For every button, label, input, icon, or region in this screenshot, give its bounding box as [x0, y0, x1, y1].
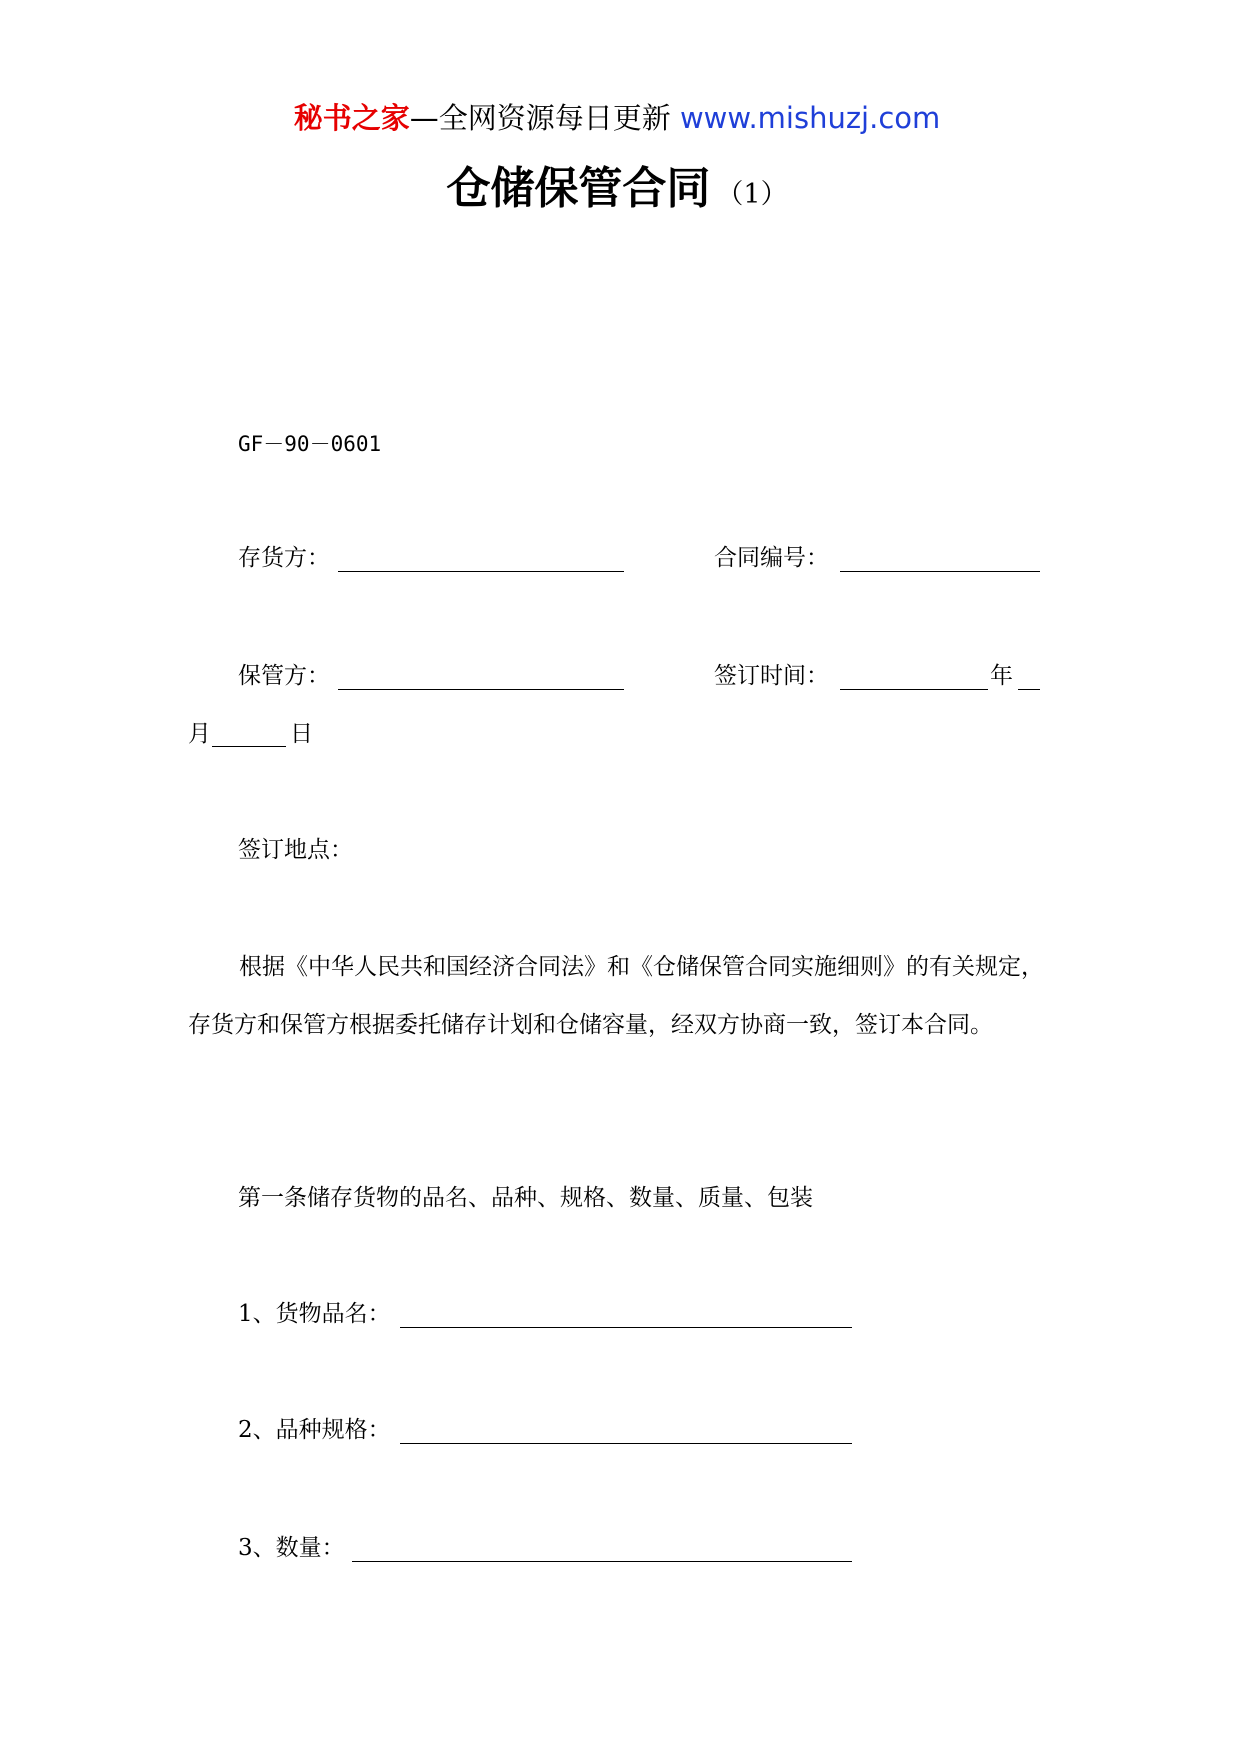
variety-spec-blank[interactable]: [400, 1443, 852, 1444]
title-main: 仓储保管合同: [446, 163, 711, 214]
preamble-paragraph: 根据《中华人民共和国经济合同法》和《仓储保管合同实施细则》的有关规定，存货方和保管方根据委托储存计划和仓储容量，经双方协商一致，签订本合同。: [188, 954, 1044, 1038]
depositor-label: 存货方：: [238, 545, 330, 571]
quantity-blank[interactable]: [352, 1561, 852, 1562]
keeper-label: 保管方：: [238, 663, 330, 689]
sign-day-blank[interactable]: [212, 746, 286, 747]
banner-slogan: —全网资源每日更新: [409, 101, 671, 135]
document-code: GF－90－0601: [238, 432, 382, 456]
title-number: （1）: [716, 179, 788, 210]
goods-name-blank[interactable]: [400, 1327, 852, 1328]
sign-place-label: 签订地点：: [238, 837, 353, 863]
variety-spec-label: 2、品种规格：: [238, 1417, 391, 1443]
document-title: [0, 152, 1234, 216]
goods-name-label: 1、货物品名：: [238, 1301, 391, 1327]
day-label: 日: [290, 721, 313, 747]
depositor-blank[interactable]: [338, 571, 624, 572]
article1-heading: 第一条储存货物的品名、品种、规格、数量、质量、包装: [238, 1185, 813, 1211]
sign-year-blank[interactable]: [840, 689, 988, 690]
site-banner: [0, 98, 1234, 138]
month-label: 月: [188, 721, 211, 747]
sign-time-label: 签订时间：: [714, 663, 829, 689]
keeper-blank[interactable]: [338, 689, 624, 690]
contract-number-label: 合同编号：: [714, 545, 829, 571]
banner-brand: 秘书之家: [293, 101, 410, 135]
quantity-label: 3、数量：: [238, 1535, 345, 1561]
banner-url-link[interactable]: www.mishuzj.com: [679, 101, 941, 135]
sign-month-blank-start[interactable]: [1018, 689, 1040, 690]
contract-number-blank[interactable]: [840, 571, 1040, 572]
year-label: 年: [990, 663, 1013, 689]
